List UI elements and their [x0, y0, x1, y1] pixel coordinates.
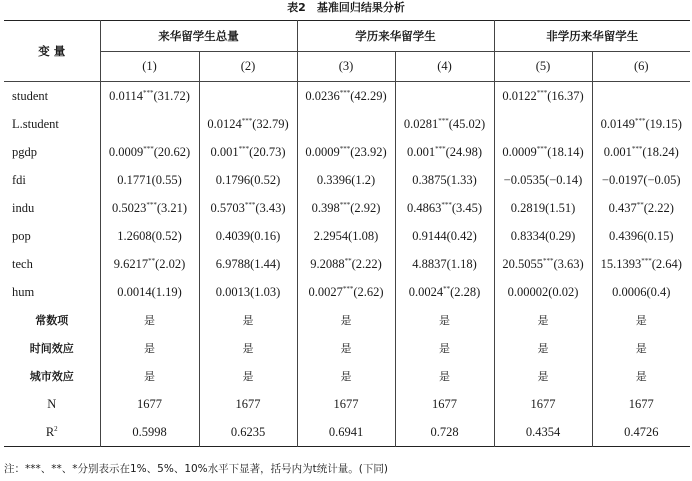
significance-stars: *** — [438, 116, 449, 125]
significance-stars: *** — [339, 200, 351, 209]
row-label: tech — [4, 250, 100, 278]
coefficient-cell — [592, 278, 690, 306]
row-label: pop — [4, 222, 100, 250]
control-cell: 是 — [100, 362, 199, 390]
control-cell: 是 — [494, 362, 592, 390]
coefficient-cell — [494, 222, 592, 250]
coefficient-value: 0.0027 — [308, 284, 343, 299]
significance-stars: *** — [142, 88, 154, 97]
coefficient-cell — [395, 138, 494, 166]
coefficient-cell — [199, 138, 297, 166]
t-statistic: (−0.14) — [545, 172, 583, 187]
t-statistic: (31.72) — [153, 88, 190, 103]
significance-stars: *** — [536, 144, 548, 153]
t-statistic: (0.16) — [250, 228, 281, 243]
coefficient-cell — [395, 166, 494, 194]
stat-cell: 1677 — [628, 396, 654, 411]
control-cell: 是 — [199, 334, 297, 362]
control-cell: 是 — [297, 334, 395, 362]
table-row — [4, 194, 690, 222]
t-statistic: (3.21) — [156, 200, 188, 215]
significance-stars: *** — [339, 88, 351, 97]
significance-stars: *** — [631, 144, 643, 153]
table-row — [4, 362, 690, 390]
t-statistic: (1.19) — [151, 284, 182, 299]
coefficient-value: 2.2954 — [313, 228, 349, 243]
significance-stars: ** — [636, 200, 644, 209]
significance-stars: *** — [634, 116, 646, 125]
column-header: (6) — [592, 52, 690, 82]
row-label: 常数项 — [4, 306, 100, 334]
control-cell: 是 — [494, 334, 592, 362]
coefficient-value: 0.4863 — [406, 200, 442, 215]
coefficient-cell — [100, 82, 199, 111]
t-statistic: (0.15) — [643, 228, 674, 243]
control-cell: 是 — [635, 342, 647, 355]
row-label: hum — [4, 278, 100, 306]
coefficient-cell — [297, 110, 395, 138]
t-statistic: (0.42) — [446, 228, 477, 243]
t-statistic: (45.02) — [448, 116, 486, 131]
coefficient-cell — [199, 222, 297, 250]
t-statistic: (2.02) — [155, 256, 186, 271]
t-statistic: (0.29) — [545, 228, 576, 243]
table-row — [4, 390, 690, 418]
t-statistic: (20.62) — [153, 144, 191, 159]
coefficient-value: 0.0009 — [305, 144, 340, 159]
t-statistic: (2.22) — [643, 200, 674, 215]
coefficient-value: 20.5055 — [502, 256, 543, 271]
control-cell: 是 — [395, 362, 494, 390]
significance-stars: *** — [441, 200, 452, 209]
coefficient-value: 0.0014 — [117, 284, 152, 299]
coefficient-value: 0.8334 — [510, 228, 546, 243]
coefficient-cell — [199, 166, 297, 194]
coefficient-value: 1.2608 — [117, 228, 152, 243]
coefficient-cell — [297, 250, 395, 278]
t-statistic: (−0.05) — [643, 172, 681, 187]
t-statistic: (2.64) — [651, 256, 682, 271]
row-label — [4, 390, 100, 418]
row-label: L.student — [4, 110, 100, 138]
coefficient-value: 0.1796 — [215, 172, 251, 187]
significance-stars: *** — [146, 200, 157, 209]
stat-cell: 0.6941 — [297, 418, 395, 447]
coefficient-value: 0.0236 — [305, 88, 340, 103]
significance-stars: ** — [443, 284, 451, 293]
regression-table — [4, 20, 690, 447]
stat-cell: 0.4354 — [494, 418, 592, 447]
coefficient-cell — [592, 222, 690, 250]
coefficient-cell — [494, 138, 592, 166]
t-statistic: (0.55) — [151, 172, 182, 187]
table-row — [4, 138, 690, 166]
t-statistic: (3.63) — [553, 256, 584, 271]
coefficient-value: 0.001 — [603, 144, 632, 159]
t-statistic: (2.28) — [450, 284, 481, 299]
coefficient-value: 0.9144 — [412, 228, 447, 243]
significance-stars: *** — [641, 256, 652, 265]
coefficient-cell — [494, 194, 592, 222]
coefficient-value: 0.0013 — [215, 284, 251, 299]
control-cell: 是 — [395, 334, 494, 362]
t-statistic: (0.52) — [151, 228, 182, 243]
table-row — [4, 110, 690, 138]
stat-cell: 0.4726 — [624, 424, 659, 439]
coefficient-value: −0.0197 — [601, 172, 644, 187]
coefficient-cell — [100, 110, 199, 138]
coefficient-cell — [592, 110, 690, 138]
coefficient-cell — [297, 278, 395, 306]
t-statistic: (0.52) — [250, 172, 281, 187]
t-statistic: (16.37) — [547, 88, 584, 103]
significance-stars: *** — [542, 256, 554, 265]
coefficient-value: 0.001 — [406, 144, 436, 159]
t-statistic: (0.4) — [646, 284, 671, 299]
coefficient-value: 0.4396 — [608, 228, 644, 243]
coefficient-value: 0.4039 — [215, 228, 251, 243]
coefficient-cell — [494, 110, 592, 138]
t-statistic: (1.2) — [351, 172, 376, 187]
coefficient-cell — [494, 278, 592, 306]
coefficient-value: 0.0006 — [612, 284, 647, 299]
coefficient-value: −0.0535 — [503, 172, 546, 187]
coefficient-cell — [592, 138, 690, 166]
coefficient-value: 0.0149 — [600, 116, 635, 131]
significance-stars: *** — [241, 116, 253, 125]
coefficient-cell — [297, 222, 395, 250]
coefficient-cell — [395, 250, 494, 278]
group-header: 来华留学生总量 — [100, 21, 297, 52]
coefficient-cell — [199, 250, 297, 278]
t-statistic: (3.45) — [451, 200, 483, 215]
coefficient-value: 0.437 — [608, 200, 637, 215]
significance-stars: *** — [238, 144, 250, 153]
group-header: 非学历来华留学生 — [494, 21, 690, 52]
stat-label-superscript: 2 — [54, 424, 58, 433]
stat-cell: 1677 — [297, 390, 395, 418]
t-statistic: (19.15) — [645, 116, 682, 131]
control-cell: 是 — [100, 306, 199, 334]
variable-header: 变 量 — [4, 21, 100, 82]
t-statistic: (0.02) — [548, 284, 579, 299]
coefficient-cell — [395, 82, 494, 111]
coefficient-value: 0.5023 — [111, 200, 147, 215]
coefficient-cell — [199, 194, 297, 222]
coefficient-cell — [395, 110, 494, 138]
t-statistic: (18.14) — [547, 144, 584, 159]
stat-cell: 0.5998 — [100, 418, 199, 447]
significance-stars: *** — [342, 284, 354, 293]
stat-cell: 0.728 — [395, 418, 494, 447]
t-statistic: (1.08) — [348, 228, 379, 243]
stat-cell: 0.6235 — [199, 418, 297, 447]
coefficient-cell — [494, 82, 592, 111]
table-row — [4, 222, 690, 250]
coefficient-value: 0.0009 — [108, 144, 144, 159]
t-statistic: (18.24) — [642, 144, 679, 159]
coefficient-cell — [494, 250, 592, 278]
t-statistic: (42.29) — [350, 88, 387, 103]
coefficient-value: 0.0122 — [502, 88, 537, 103]
header-column-row — [4, 52, 690, 82]
control-cell: 是 — [297, 362, 395, 390]
table-row — [4, 278, 690, 306]
coefficient-value: 0.398 — [311, 200, 340, 215]
coefficient-cell — [100, 194, 199, 222]
coefficient-cell — [297, 194, 395, 222]
coefficient-value: 0.001 — [210, 144, 239, 159]
t-statistic: (1.44) — [250, 256, 281, 271]
coefficient-value: 6.9788 — [215, 256, 251, 271]
table-row — [4, 166, 690, 194]
table-row — [4, 82, 690, 111]
coefficient-cell — [592, 250, 690, 278]
row-label: pgdp — [4, 138, 100, 166]
coefficient-value: 0.00002 — [507, 284, 549, 299]
coefficient-cell — [297, 166, 395, 194]
coefficient-value: 0.3875 — [412, 172, 447, 187]
coefficient-cell — [395, 194, 494, 222]
column-header: (3) — [297, 52, 395, 82]
table-footnote: 注：***、**、*分别表示在1%、5%、10%水平下显著，括号内为t统计量。(下同) — [4, 463, 388, 475]
stat-cell: 1677 — [395, 390, 494, 418]
coefficient-cell — [297, 138, 395, 166]
coefficient-cell — [297, 82, 395, 111]
control-cell: 是 — [199, 362, 297, 390]
coefficient-value: 0.2819 — [510, 200, 546, 215]
significance-stars: *** — [143, 144, 154, 153]
coefficient-value: 0.0281 — [403, 116, 439, 131]
coefficient-cell — [100, 138, 199, 166]
t-statistic: (3.43) — [255, 200, 286, 215]
coefficient-value: 0.0114 — [109, 88, 143, 103]
column-header: (1) — [100, 52, 199, 82]
coefficient-value: 9.2088 — [310, 256, 345, 271]
coefficient-value: 4.8837 — [412, 256, 447, 271]
control-cell: 是 — [199, 306, 297, 334]
row-label: fdi — [4, 166, 100, 194]
coefficient-cell — [199, 278, 297, 306]
coefficient-value: 15.1393 — [600, 256, 642, 271]
stat-cell: 1677 — [199, 390, 297, 418]
t-statistic: (2.22) — [351, 256, 382, 271]
t-statistic: (32.79) — [252, 116, 289, 131]
table-row — [4, 418, 690, 447]
coefficient-value: 0.0009 — [502, 144, 537, 159]
coefficient-cell — [100, 278, 199, 306]
t-statistic: (2.92) — [350, 200, 381, 215]
coefficient-cell — [199, 110, 297, 138]
coefficient-cell — [592, 166, 690, 194]
row-label: student — [4, 82, 100, 111]
significance-stars: *** — [536, 88, 548, 97]
coefficient-cell — [199, 82, 297, 111]
coefficient-value: 0.0024 — [408, 284, 444, 299]
t-statistic: (1.51) — [545, 200, 576, 215]
row-label: indu — [4, 194, 100, 222]
t-statistic: (1.03) — [250, 284, 281, 299]
significance-stars: *** — [244, 200, 256, 209]
t-statistic: (1.18) — [446, 256, 477, 271]
coefficient-cell — [100, 166, 199, 194]
t-statistic: (20.73) — [249, 144, 286, 159]
row-label: 时间效应 — [4, 334, 100, 362]
significance-stars: ** — [148, 256, 156, 265]
coefficient-cell — [395, 222, 494, 250]
table-row — [4, 250, 690, 278]
stat-cell: 1677 — [494, 390, 592, 418]
control-cell: 是 — [494, 306, 592, 334]
coefficient-value: 0.5703 — [210, 200, 245, 215]
significance-stars: *** — [435, 144, 446, 153]
control-cell: 是 — [635, 370, 647, 383]
coefficient-cell — [592, 82, 690, 111]
coefficient-value: 0.0124 — [207, 116, 242, 131]
coefficient-cell — [100, 222, 199, 250]
table-row — [4, 306, 690, 334]
stat-label: N — [47, 396, 57, 411]
row-label: 城市效应 — [4, 362, 100, 390]
control-cell: 是 — [395, 306, 494, 334]
significance-stars: ** — [344, 256, 352, 265]
stat-label: R — [45, 424, 55, 439]
control-cell: 是 — [635, 314, 647, 327]
row-label — [4, 418, 100, 447]
coefficient-cell — [395, 278, 494, 306]
coefficient-value: 0.1771 — [117, 172, 152, 187]
t-statistic: (24.98) — [445, 144, 483, 159]
column-header: (2) — [199, 52, 297, 82]
table-title: 表2 基准回归结果分析 — [287, 1, 405, 14]
header-group-row — [4, 21, 690, 52]
coefficient-cell — [592, 194, 690, 222]
column-header: (4) — [395, 52, 494, 82]
control-cell: 是 — [297, 306, 395, 334]
t-statistic: (1.33) — [446, 172, 477, 187]
stat-cell: 1677 — [100, 390, 199, 418]
t-statistic: (2.62) — [353, 284, 384, 299]
table-row — [4, 334, 690, 362]
significance-stars: *** — [339, 144, 351, 153]
coefficient-value: 9.6217 — [113, 256, 149, 271]
t-statistic: (23.92) — [350, 144, 387, 159]
coefficient-cell — [100, 250, 199, 278]
group-header: 学历来华留学生 — [297, 21, 494, 52]
column-header: (5) — [494, 52, 592, 82]
coefficient-cell — [494, 166, 592, 194]
control-cell: 是 — [100, 334, 199, 362]
coefficient-value: 0.3396 — [316, 172, 352, 187]
